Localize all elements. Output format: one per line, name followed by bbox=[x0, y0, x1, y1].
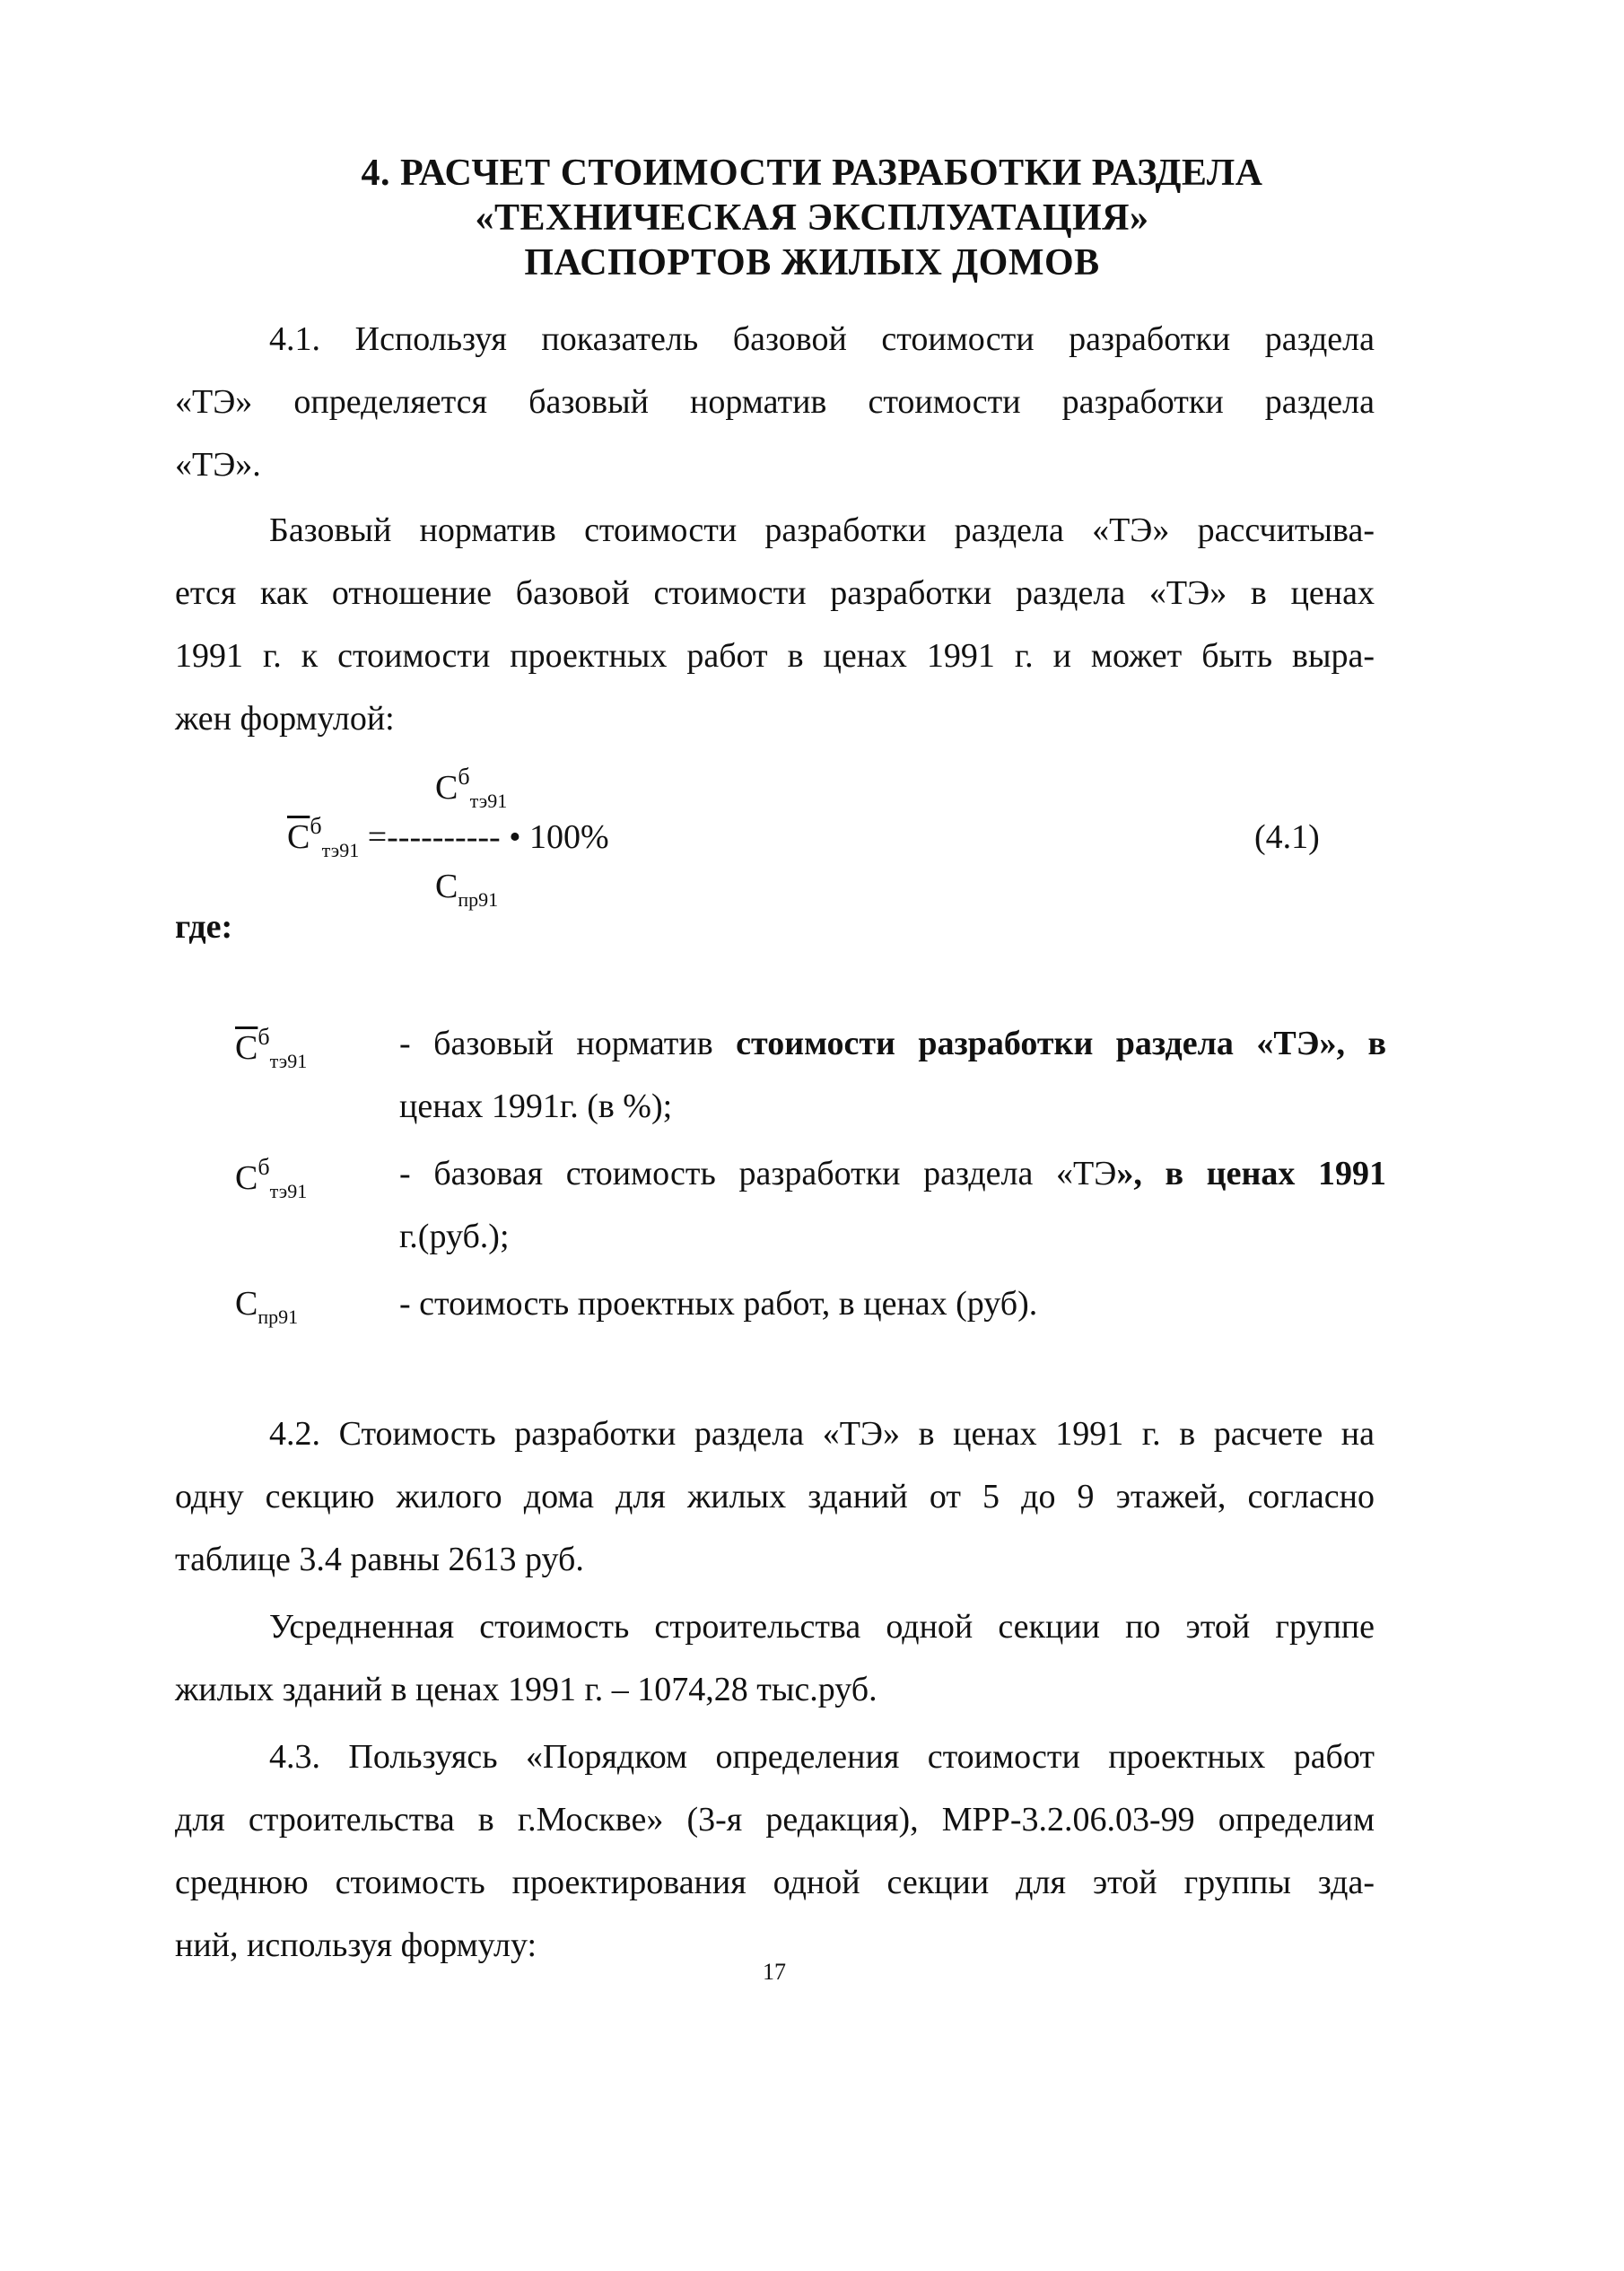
formula-fraction-bar: =---------- bbox=[367, 818, 501, 856]
paragraph-base-line-1: Базовый норматив стоимости разработки раздела «ТЭ» рассчитыва- bbox=[269, 511, 1375, 549]
def-symbol-2: $C^б_{тэ91}$ bbox=[235, 1154, 308, 1202]
formula-percent: 100% bbox=[529, 818, 609, 856]
formula-number: (4.1) bbox=[1254, 818, 1320, 856]
paragraph-4-2-line-2: одну секцию жилого дома для жилых зданий от 5 до 9 этажей, согласно bbox=[175, 1478, 1375, 1515]
paragraph-base-line-2: ется как отношение базовой стоимости разработки раздела «ТЭ» в ценах bbox=[175, 574, 1375, 612]
paragraph-4-3-line-2: для строительства в г.Москве» (3-я редакция), МРР-3.2.06.03-99 определим bbox=[175, 1801, 1375, 1839]
def-text-2-line-1: - базовая стоимость разработки раздела «ТЭ», в ценах 1991 bbox=[399, 1155, 1387, 1192]
section-title-line-1: 4. РАСЧЕТ СТОИМОСТИ РАЗРАБОТКИ РАЗДЕЛА bbox=[361, 153, 1263, 194]
paragraph-4-1-line-1: 4.1. Используя показатель базовой стоимости разработки раздела bbox=[269, 320, 1375, 358]
def-text-1-line-2: ценах 1991г. (в %); bbox=[399, 1087, 673, 1125]
paragraph-4-3-line-3: среднюю стоимость проектирования одной секции для этой группы зда- bbox=[175, 1864, 1375, 1901]
def-symbol-3: $C_{пр91}$ bbox=[235, 1285, 299, 1328]
formula-numerator: $C^б_{тэ91}$ bbox=[435, 764, 508, 812]
def-text-1-line-1: - базовый норматив стоимости разработки раздела «ТЭ», в bbox=[399, 1025, 1386, 1062]
paragraph-4-2-line-1: 4.2. Стоимость разработки раздела «ТЭ» в ценах 1991 г. в расчете на bbox=[269, 1415, 1375, 1453]
paragraph-4-1-line-3: «ТЭ». bbox=[175, 446, 261, 484]
paragraph-4-2-line-3: таблице 3.4 равны 2613 руб. bbox=[175, 1541, 584, 1578]
paragraph-base-line-3: 1991 г. к стоимости проектных работ в ценах 1991 г. и может быть выра- bbox=[175, 637, 1375, 675]
paragraph-avg-line-1: Усредненная стоимость строительства одной секции по этой группе bbox=[269, 1608, 1375, 1646]
def-symbol-1: $\overline{C}^б_{тэ91}$ bbox=[235, 1024, 308, 1072]
page-number: 17 bbox=[763, 1959, 786, 1985]
formula-lhs-symbol: $\overline{C}$ bbox=[287, 818, 310, 856]
def-text-2-line-2: г.(руб.); bbox=[399, 1218, 510, 1255]
paragraph-4-3-line-4: ний, используя формулу: bbox=[175, 1926, 537, 1964]
multiply-bullet-icon: • bbox=[509, 818, 521, 856]
formula-denominator: $C_{пр91}$ bbox=[435, 868, 499, 911]
paragraph-4-1-line-2: «ТЭ» определяется базовый норматив стоимости разработки раздела bbox=[175, 383, 1375, 421]
def-text-3-line-1: - стоимость проектных работ, в ценах (руб). bbox=[399, 1285, 1038, 1323]
formula-main-line: $\overline{C}^б_{тэ91}$ =---------- • 100% bbox=[287, 813, 609, 861]
paragraph-base-line-4: жен формулой: bbox=[175, 700, 395, 738]
paragraph-avg-line-2: жилых зданий в ценах 1991 г. – 1074,28 тыс.руб. bbox=[175, 1671, 877, 1708]
section-title-line-3: ПАСПОРТОВ ЖИЛЫХ ДОМОВ bbox=[524, 242, 1100, 284]
section-title-line-2: «ТЕХНИЧЕСКАЯ ЭКСПЛУАТАЦИЯ» bbox=[475, 197, 1149, 239]
paragraph-4-3-line-1: 4.3. Пользуясь «Порядком определения стоимости проектных работ bbox=[269, 1738, 1375, 1776]
where-label: где: bbox=[175, 908, 233, 946]
